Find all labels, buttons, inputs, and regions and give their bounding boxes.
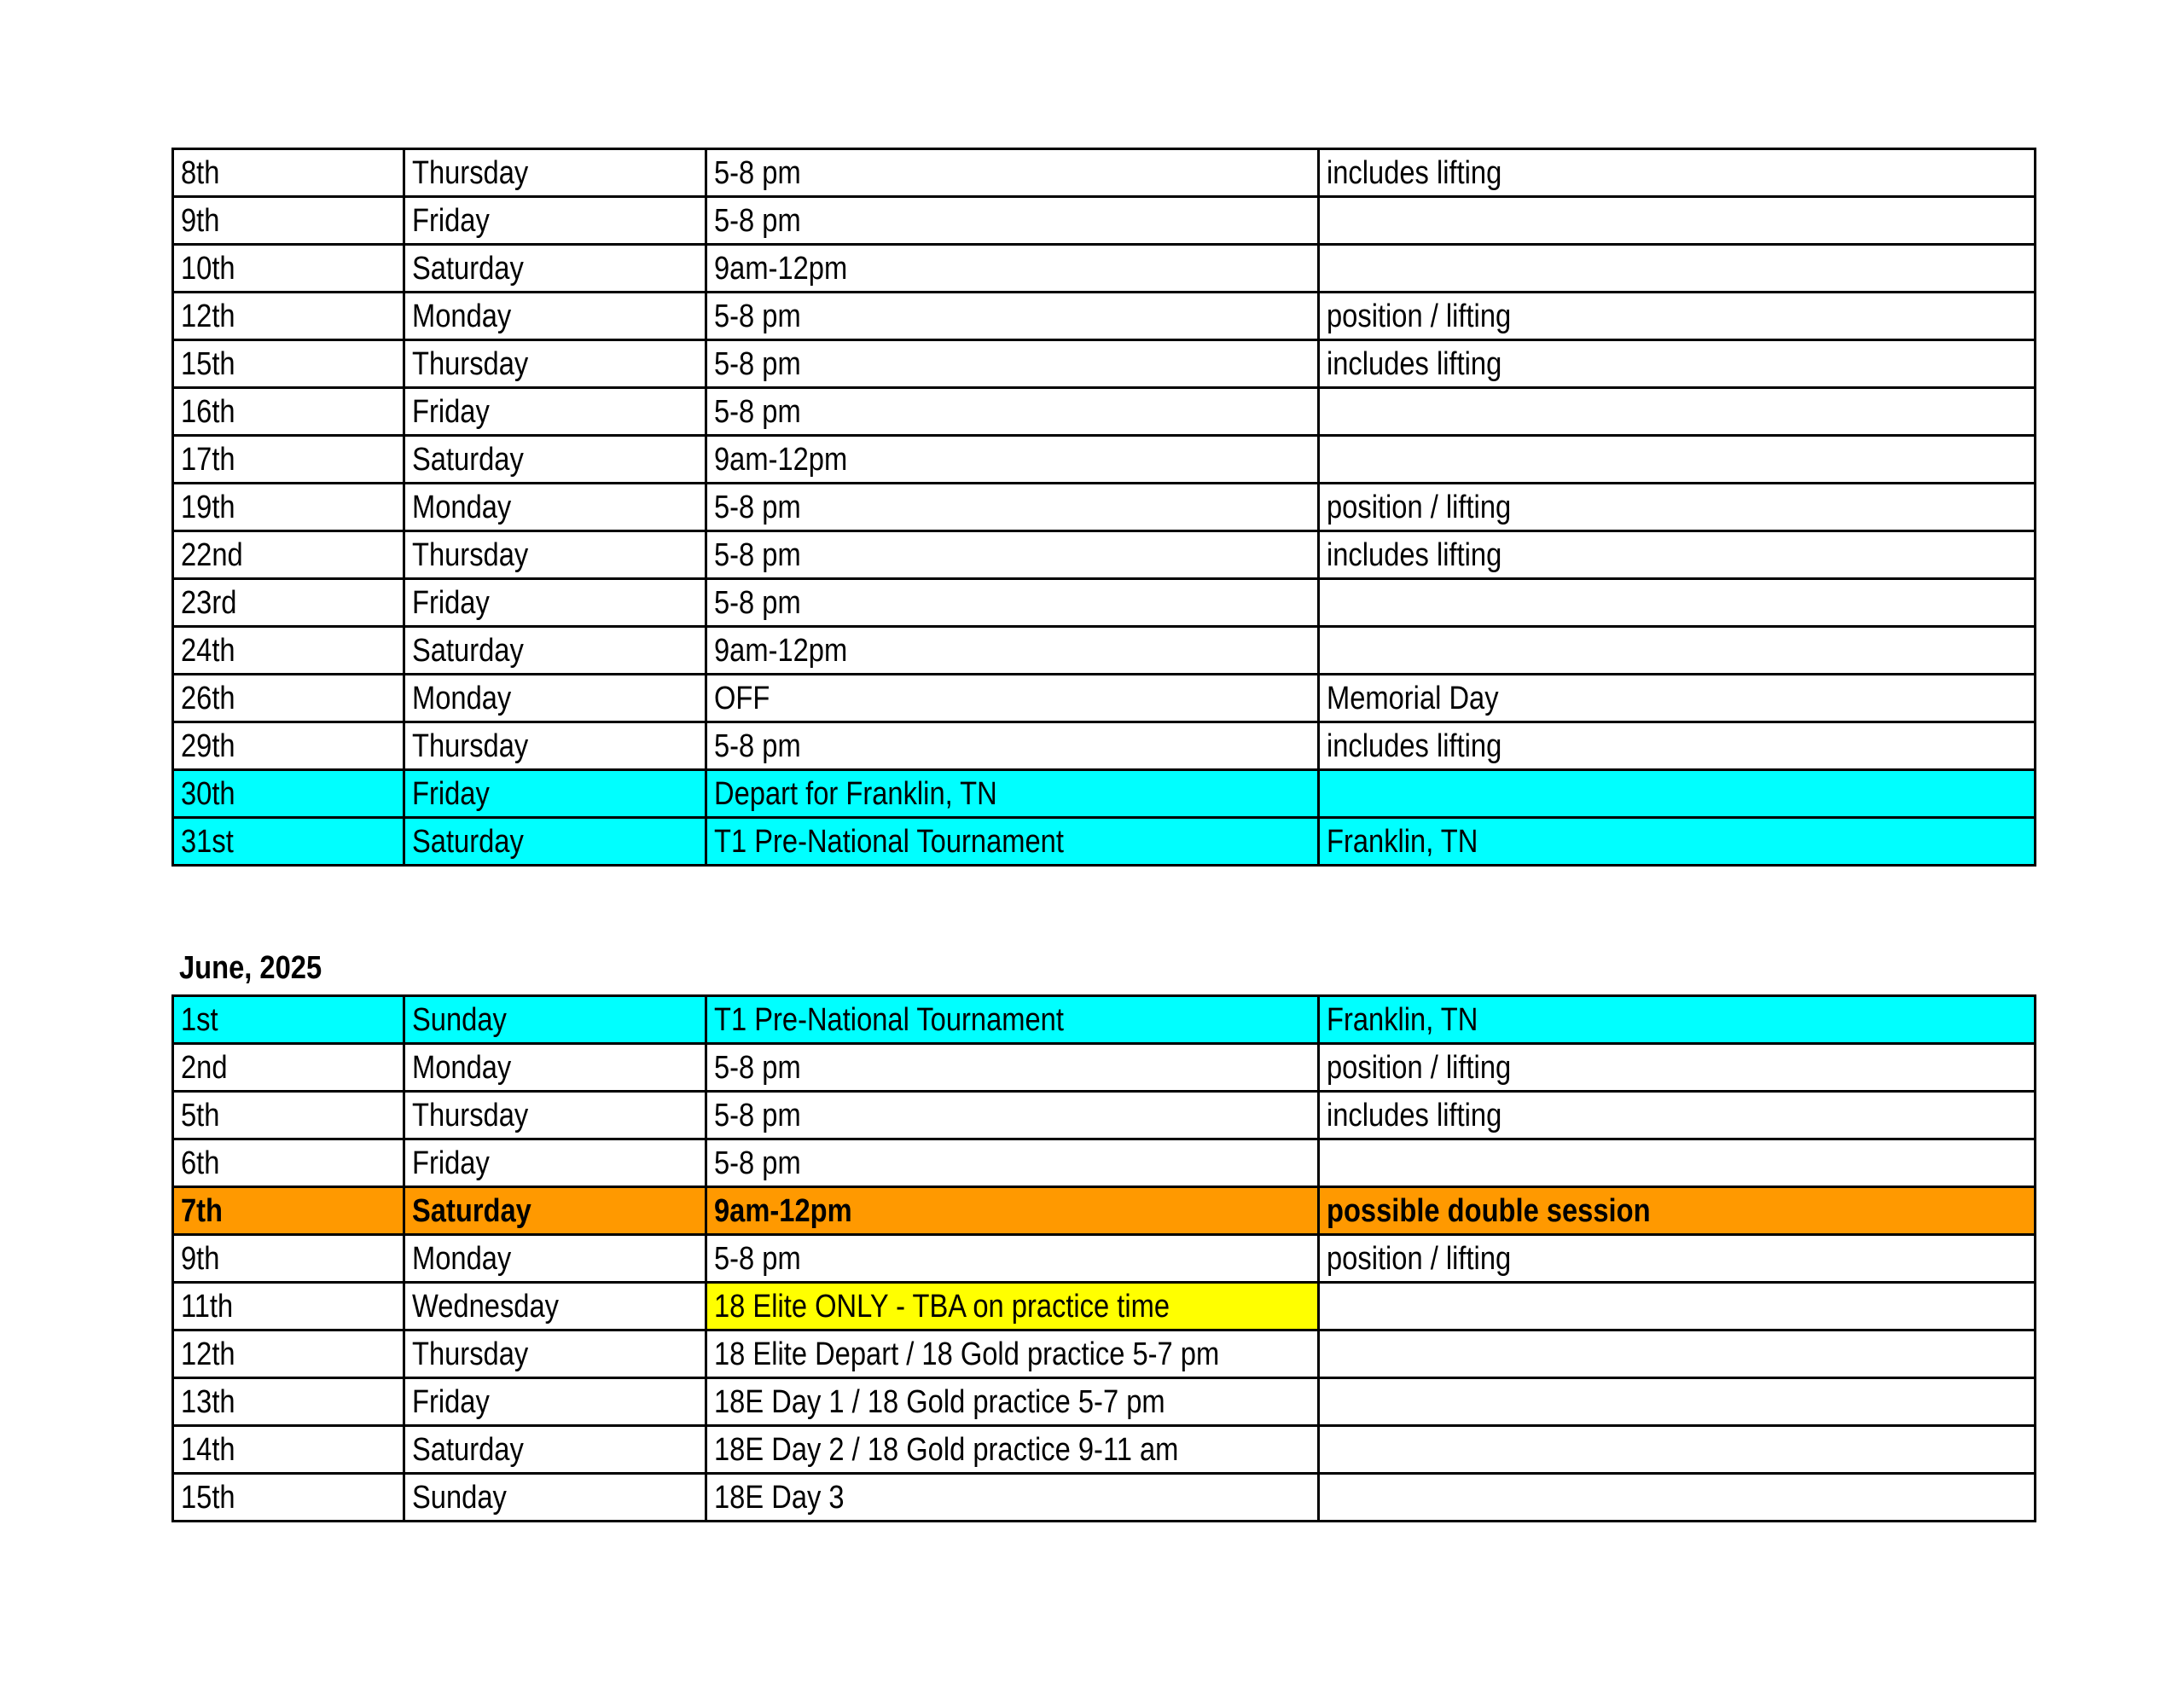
date-cell: 1st bbox=[173, 996, 404, 1044]
date-cell: 15th bbox=[173, 340, 404, 388]
note-cell: position / lifting bbox=[1319, 1044, 2036, 1092]
day-cell: Thursday bbox=[404, 1330, 706, 1378]
note-cell bbox=[1319, 1426, 2036, 1474]
table-row bbox=[173, 197, 2036, 245]
table-row bbox=[173, 1474, 2036, 1522]
table-row bbox=[173, 388, 2036, 436]
table-row bbox=[173, 1092, 2036, 1139]
time-cell: 5-8 pm bbox=[706, 722, 1319, 770]
time-cell: 5-8 pm bbox=[706, 484, 1319, 531]
time-cell: 9am-12pm bbox=[706, 436, 1319, 484]
time-cell: 5-8 pm bbox=[706, 388, 1319, 436]
table-row bbox=[173, 1378, 2036, 1426]
time-cell: 18E Day 2 / 18 Gold practice 9-11 am bbox=[706, 1426, 1319, 1474]
table-row bbox=[173, 1330, 2036, 1378]
date-cell: 15th bbox=[173, 1474, 404, 1522]
may-schedule-table bbox=[171, 148, 2036, 867]
note-cell: position / lifting bbox=[1319, 293, 2036, 340]
date-cell: 22nd bbox=[173, 531, 404, 579]
day-cell: Monday bbox=[404, 1044, 706, 1092]
note-cell: Memorial Day bbox=[1319, 675, 2036, 722]
table-row-highlighted bbox=[173, 770, 2036, 818]
day-cell: Monday bbox=[404, 293, 706, 340]
day-cell: Saturday bbox=[404, 436, 706, 484]
note-cell bbox=[1319, 1474, 2036, 1522]
time-cell: 5-8 pm bbox=[706, 531, 1319, 579]
day-cell: Monday bbox=[404, 675, 706, 722]
day-cell: Friday bbox=[404, 1139, 706, 1187]
table-row bbox=[173, 1235, 2036, 1283]
note-cell bbox=[1319, 1378, 2036, 1426]
day-cell: Saturday bbox=[404, 1187, 706, 1235]
note-cell: includes lifting bbox=[1319, 340, 2036, 388]
table-row bbox=[173, 627, 2036, 675]
date-cell: 24th bbox=[173, 627, 404, 675]
date-cell: 2nd bbox=[173, 1044, 404, 1092]
note-cell: includes lifting bbox=[1319, 1092, 2036, 1139]
note-cell: includes lifting bbox=[1319, 531, 2036, 579]
table-row bbox=[173, 1283, 2036, 1330]
date-cell: 9th bbox=[173, 197, 404, 245]
time-cell: 9am-12pm bbox=[706, 1187, 1319, 1235]
table-row bbox=[173, 1426, 2036, 1474]
note-cell: Franklin, TN bbox=[1319, 996, 2036, 1044]
time-cell: 9am-12pm bbox=[706, 245, 1319, 293]
date-cell: 19th bbox=[173, 484, 404, 531]
time-cell: 5-8 pm bbox=[706, 340, 1319, 388]
time-cell: 18E Day 3 bbox=[706, 1474, 1319, 1522]
time-cell: T1 Pre-National Tournament bbox=[706, 996, 1319, 1044]
month-heading: June, 2025 bbox=[179, 950, 322, 986]
table-row bbox=[173, 531, 2036, 579]
note-cell bbox=[1319, 1330, 2036, 1378]
day-cell: Monday bbox=[404, 1235, 706, 1283]
date-cell: 16th bbox=[173, 388, 404, 436]
day-cell: Thursday bbox=[404, 340, 706, 388]
time-cell: 5-8 pm bbox=[706, 1235, 1319, 1283]
table-row bbox=[173, 722, 2036, 770]
time-cell: 5-8 pm bbox=[706, 293, 1319, 340]
note-cell bbox=[1319, 197, 2036, 245]
table-row bbox=[173, 436, 2036, 484]
note-cell: Franklin, TN bbox=[1319, 818, 2036, 866]
day-cell: Sunday bbox=[404, 996, 706, 1044]
date-cell: 9th bbox=[173, 1235, 404, 1283]
table-row bbox=[173, 1139, 2036, 1187]
date-cell: 12th bbox=[173, 293, 404, 340]
time-cell: 5-8 pm bbox=[706, 1092, 1319, 1139]
day-cell: Friday bbox=[404, 388, 706, 436]
table-row bbox=[173, 245, 2036, 293]
table-row bbox=[173, 579, 2036, 627]
date-cell: 17th bbox=[173, 436, 404, 484]
day-cell: Saturday bbox=[404, 627, 706, 675]
time-cell: Depart for Franklin, TN bbox=[706, 770, 1319, 818]
table-row-highlighted bbox=[173, 996, 2036, 1044]
date-cell: 29th bbox=[173, 722, 404, 770]
table-row bbox=[173, 1044, 2036, 1092]
note-cell: position / lifting bbox=[1319, 484, 2036, 531]
time-cell: 5-8 pm bbox=[706, 1139, 1319, 1187]
date-cell: 8th bbox=[173, 149, 404, 197]
time-cell: 5-8 pm bbox=[706, 1044, 1319, 1092]
note-cell bbox=[1319, 627, 2036, 675]
day-cell: Friday bbox=[404, 1378, 706, 1426]
time-cell: 9am-12pm bbox=[706, 627, 1319, 675]
date-cell: 6th bbox=[173, 1139, 404, 1187]
day-cell: Thursday bbox=[404, 531, 706, 579]
note-cell bbox=[1319, 388, 2036, 436]
day-cell: Friday bbox=[404, 197, 706, 245]
date-cell: 5th bbox=[173, 1092, 404, 1139]
date-cell: 26th bbox=[173, 675, 404, 722]
note-cell bbox=[1319, 245, 2036, 293]
note-cell bbox=[1319, 579, 2036, 627]
date-cell: 23rd bbox=[173, 579, 404, 627]
table-row bbox=[173, 675, 2036, 722]
table-row bbox=[173, 293, 2036, 340]
time-cell: OFF bbox=[706, 675, 1319, 722]
note-cell bbox=[1319, 1139, 2036, 1187]
day-cell: Saturday bbox=[404, 1426, 706, 1474]
time-cell: 5-8 pm bbox=[706, 197, 1319, 245]
date-cell: 10th bbox=[173, 245, 404, 293]
time-cell: 18E Day 1 / 18 Gold practice 5-7 pm bbox=[706, 1378, 1319, 1426]
date-cell: 31st bbox=[173, 818, 404, 866]
table-row-highlighted bbox=[173, 818, 2036, 866]
table-row bbox=[173, 484, 2036, 531]
date-cell: 14th bbox=[173, 1426, 404, 1474]
note-cell bbox=[1319, 1283, 2036, 1330]
day-cell: Sunday bbox=[404, 1474, 706, 1522]
note-cell bbox=[1319, 436, 2036, 484]
time-cell: T1 Pre-National Tournament bbox=[706, 818, 1319, 866]
date-cell: 11th bbox=[173, 1283, 404, 1330]
date-cell: 13th bbox=[173, 1378, 404, 1426]
date-cell: 7th bbox=[173, 1187, 404, 1235]
time-cell: 5-8 pm bbox=[706, 579, 1319, 627]
june-schedule-table bbox=[171, 994, 2036, 1522]
day-cell: Thursday bbox=[404, 722, 706, 770]
day-cell: Friday bbox=[404, 770, 706, 818]
day-cell: Thursday bbox=[404, 149, 706, 197]
day-cell: Monday bbox=[404, 484, 706, 531]
note-cell: includes lifting bbox=[1319, 722, 2036, 770]
note-cell: position / lifting bbox=[1319, 1235, 2036, 1283]
note-cell bbox=[1319, 770, 2036, 818]
table-row bbox=[173, 340, 2036, 388]
day-cell: Saturday bbox=[404, 818, 706, 866]
table-row-highlighted bbox=[173, 1187, 2036, 1235]
day-cell: Thursday bbox=[404, 1092, 706, 1139]
day-cell: Friday bbox=[404, 579, 706, 627]
time-cell: 5-8 pm bbox=[706, 149, 1319, 197]
note-cell: includes lifting bbox=[1319, 149, 2036, 197]
table-row bbox=[173, 149, 2036, 197]
time-cell-highlighted: 18 Elite ONLY - TBA on practice time bbox=[706, 1283, 1319, 1330]
date-cell: 30th bbox=[173, 770, 404, 818]
date-cell: 12th bbox=[173, 1330, 404, 1378]
day-cell: Wednesday bbox=[404, 1283, 706, 1330]
note-cell: possible double session bbox=[1319, 1187, 2036, 1235]
day-cell: Saturday bbox=[404, 245, 706, 293]
time-cell: 18 Elite Depart / 18 Gold practice 5-7 pm bbox=[706, 1330, 1319, 1378]
